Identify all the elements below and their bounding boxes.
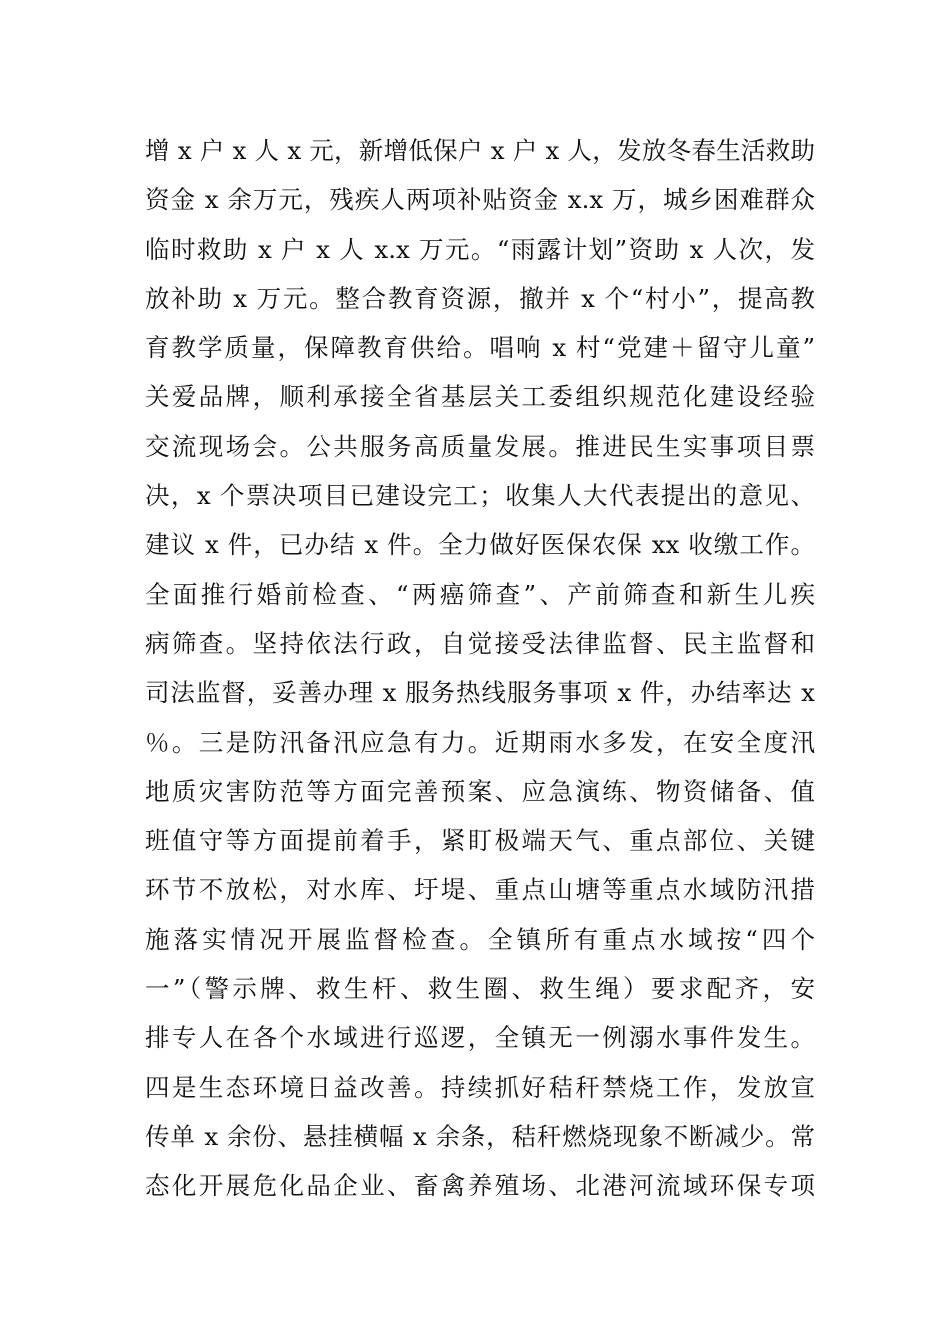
text-line: 态化开展危化品企业、畜禽养殖场、北港河流域环保专项 bbox=[145, 1171, 815, 1201]
text-line: 司法监督，妥善办理 x 服务热线服务事项 x 件，办结率达 x bbox=[145, 678, 815, 708]
text-line: ％。三是防汛备汛应急有力。近期雨水多发，在安全度汛 bbox=[145, 727, 815, 757]
text-line: 排专人在各个水域进行巡逻，全镇无一例溺水事件发生。 bbox=[145, 1023, 815, 1053]
text-line: 全面推行婚前检查、“两癌筛查”、产前筛查和新生儿疾 bbox=[145, 579, 815, 609]
text-line: 班值守等方面提前着手，紧盯极端天气、重点部位、关键 bbox=[145, 826, 815, 856]
text-line: 施落实情况开展监督检查。全镇所有重点水域按“四个 bbox=[145, 924, 815, 954]
text-line: 放补助 x 万元。整合教育资源，撤并 x 个“村小”，提高教 bbox=[145, 283, 815, 313]
text-line: 决，x 个票决项目已建设完工；收集人大代表提出的意见、 bbox=[145, 481, 815, 511]
text-line: 病筛查。坚持依法行政，自觉接受法律监督、民主监督和 bbox=[145, 628, 815, 658]
text-line: 临时救助 x 户 x 人 x.x 万元。“雨露计划”资助 x 人次，发 bbox=[145, 234, 815, 264]
text-line: 地质灾害防范等方面完善预案、应急演练、物资储备、值 bbox=[145, 776, 815, 806]
text-line: 增 x 户 x 人 x 元，新增低保户 x 户 x 人，发放冬春生活救助 bbox=[145, 136, 815, 165]
text-line: 环节不放松，对水库、圩堤、重点山塘等重点水域防汛措 bbox=[145, 875, 815, 905]
text-line: 四是生态环境日益改善。持续抓好秸秆禁烧工作，发放宣 bbox=[145, 1072, 815, 1102]
text-line: 交流现场会。公共服务高质量发展。推进民生实事项目票 bbox=[145, 431, 815, 461]
text-line: 育教学质量，保障教育供给。唱响 x 村“党建＋留守儿童” bbox=[145, 333, 815, 363]
text-line: 建议 x 件，已办结 x 件。全力做好医保农保 xx 收缴工作。 bbox=[145, 530, 815, 560]
text-line: 传单 x 余份、悬挂横幅 x 余条，秸秆燃烧现象不断减少。常 bbox=[145, 1121, 815, 1151]
text-line: 一”（警示牌、救生杆、救生圈、救生绳）要求配齐，安 bbox=[145, 974, 815, 1004]
text-line: 关爱品牌，顺利承接全省基层关工委组织规范化建设经验 bbox=[145, 382, 815, 412]
text-line: 资金 x 余万元，残疾人两项补贴资金 x.x 万，城乡困难群众 bbox=[145, 185, 815, 215]
body-text bbox=[145, 126, 815, 1211]
